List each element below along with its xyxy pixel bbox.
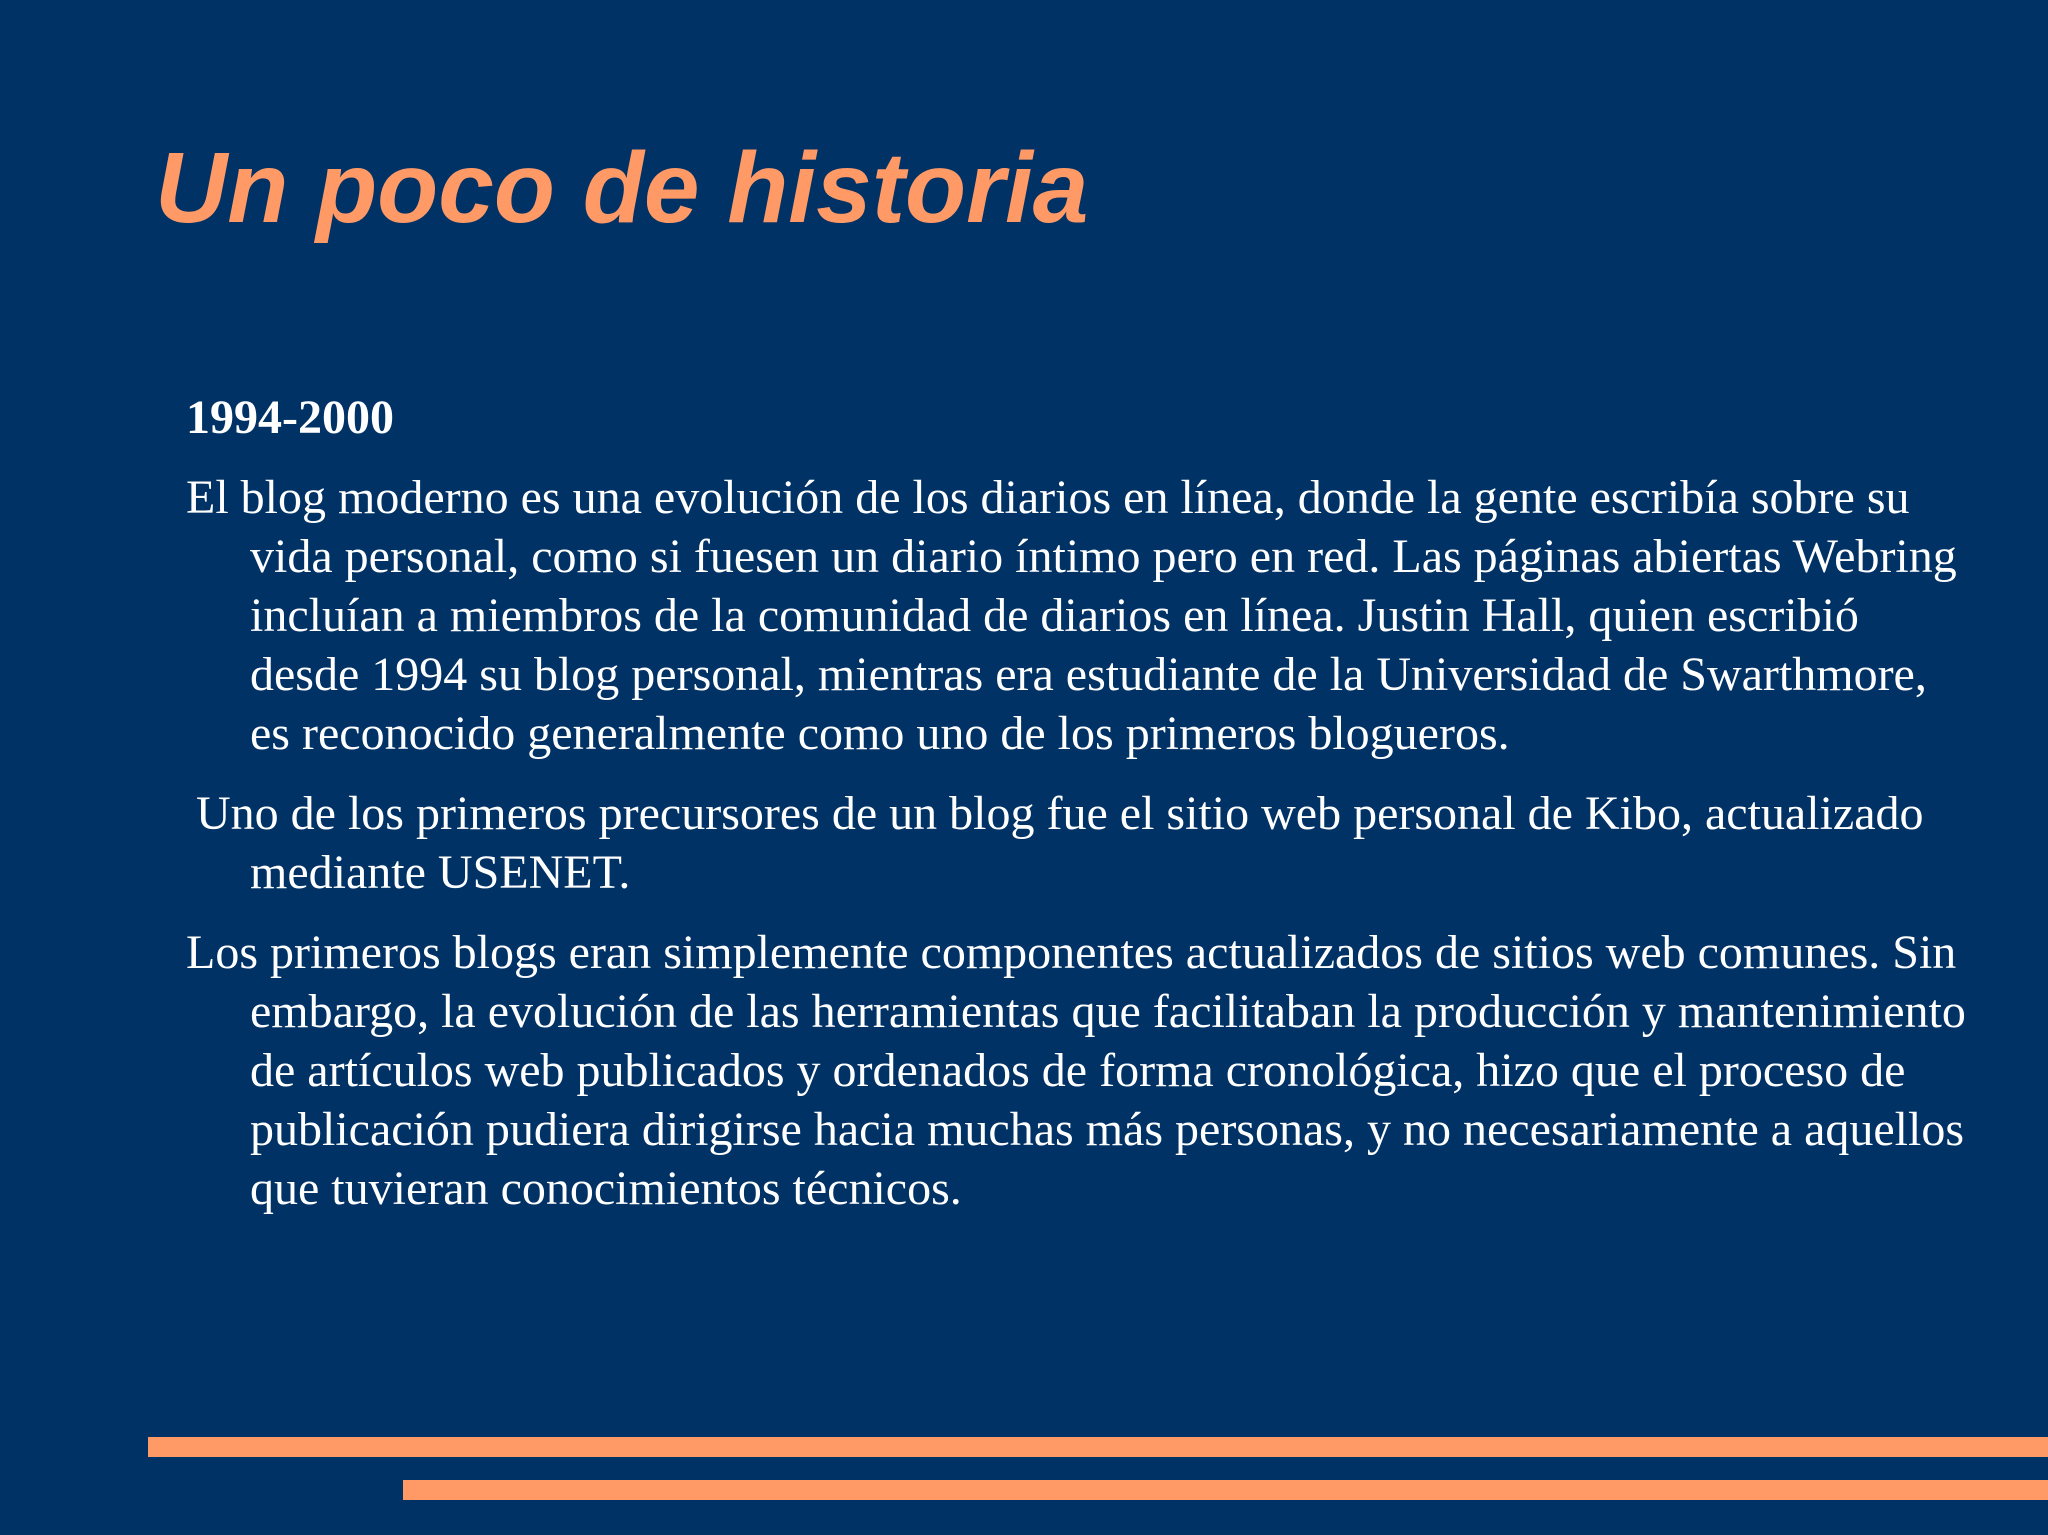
paragraph-early-blogs: Los primeros blogs eran simplemente componentes actualizados de sitios web comunes. Sin embargo, la evolución de las herramientas que facilitaban la producción y mantenimiento de artículos web publicados y ordenados de forma cronológica, hizo que el proceso de publicación pudiera dirigirse hacia muchas más personas, y no necesariamente a aquellos que tuvieran conocimientos técnicos. [186, 926, 1966, 1215]
accent-rule-top [148, 1437, 2048, 1457]
accent-rule-bottom [403, 1480, 2048, 1500]
year-range-heading: 1994-2000 [186, 391, 394, 444]
paragraph-modern-blog: El blog moderno es una evolución de los diarios en línea, donde la gente escribía sobre su vida personal, como si fuesen un diario íntimo pero en red. Las páginas abiertas Webring incluían a miembros de la comunidad de diarios en línea. Justin Hall, quien escribió desde 1994 su blog personal, mientras era estudiante de la Universidad de Swarthmore, es reconocido generalmente como uno de los primeros blogueros. [186, 471, 1957, 760]
slide-body [186, 388, 1966, 1218]
paragraph-kibo: Uno de los primeros precursores de un blog fue el sitio web personal de Kibo, actualizado mediante USENET. [196, 787, 1924, 899]
slide-title: Un poco de historia [155, 132, 1089, 244]
